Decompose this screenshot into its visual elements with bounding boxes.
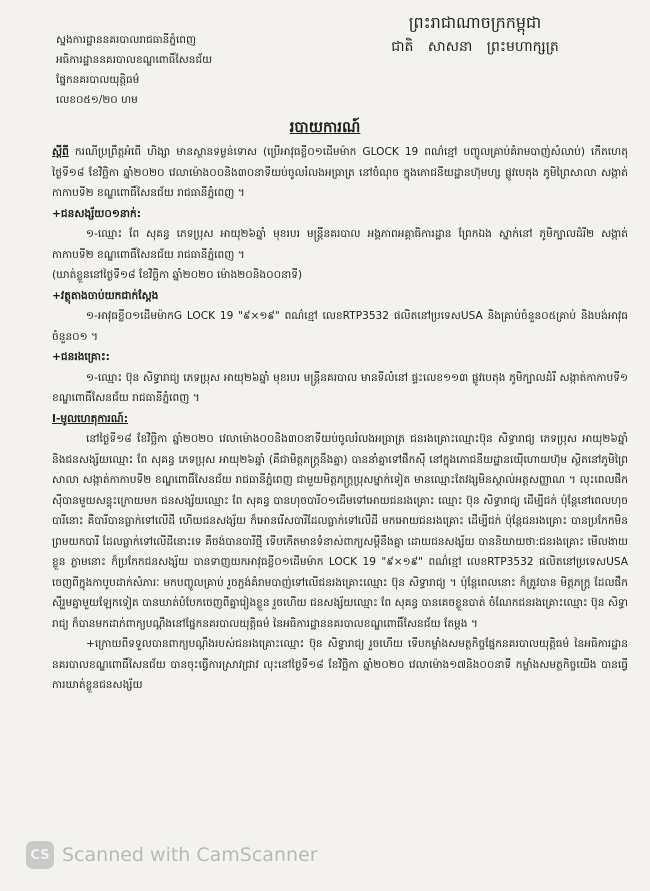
office-line-1: ស្នងការដ្ឋាននគរបាលរាជធានីភ្នំពេញ — [56, 34, 196, 46]
report-title: របាយការណ៍ — [289, 118, 361, 136]
subject-label: ស្តីពី — [52, 146, 69, 158]
suspect-arrest: (ឃាត់ខ្លួននៅថ្ងៃទី១៨ ខែវិច្ឆិកា ឆ្នាំ២០២០ ម៉ោង២០និង០០នាទី) — [52, 269, 303, 281]
victim-heading: +ជនរងគ្រោះ: — [52, 351, 110, 363]
subject-paragraph — [52, 142, 628, 204]
victim-line: ១-ឈ្មោះ ប៊ុន សិទ្ធារាជ្យ ភេទប្រុស អាយុ២៦ឆ្នាំ មុខរបរ មន្ត្រីនគរបាល មានទីលំនៅ ផ្ទះលេខ១១៣ ផ្លូវបេតុង ភូមិក្បាលដំរី សង្កាត់កាកាបទី១ ខណ្ឌពោធិ៍សែនជ័យ រាជធានីភ្នំពេញ ។ — [52, 371, 628, 404]
report-body — [52, 142, 628, 696]
evidence-heading: +វត្ថុតាងចាប់យកជាក់ស្តែង — [52, 289, 159, 302]
subject-text: ករណីប្រព្រឹត្តអំពើ ហិង្សា មានស្ថានទម្ងន់ទោស (ប្រើអាវុធខ្លី០១ដើមម៉ាក GLOCK 19 ពណ៌ខ្មៅ បញ្ចូលគ្រាប់គំរាមបាញ់សំលាប់) កើតហេតុថ្ងៃទី១៨ ខែវិច្ឆិកា ឆ្នាំ២០២០ វេលាម៉ោង០០និង៣០នាទីយប់ចូលរំលងអធ្រាត្រ នៅចំណុច ក្នុងភោជនីយដ្ឋានហ៊ុមហ្ស ផ្លូវបេតុង ភូមិព្រៃសាលា សង្កាត់កាកាបទី២ ខណ្ឌពោធិ៍សែនជ័យ រាជធានីភ្នំពេញ ។ — [52, 146, 628, 199]
cause-text: នៅថ្ងៃទី១៨ ខែវិច្ឆិកា ឆ្នាំ២០២០ វេលាម៉ោង០០និង៣០នាទីយប់ចូលរំលងអធ្រាត្រ ជនរងគ្រោះឈ្មោះប៊ុន សិទ្ធារាជ្យ ភេទប្រុស អាយុ២៦ឆ្នាំ និងជនសង្ស័យឈ្មោះ ពែ សុគន្ធ ភេទប្រុស អាយុ២៦ឆ្នាំ (គឺជាមិត្តភក្រ្តនឹងគ្នា) បាននាំគ្នាទៅផឹកស៊ី នៅក្នុងភោជនីយដ្ឋានយ៉ើហោយហ៊ុម ស្ថិតនៅភូមិព្រៃសាលា សង្កាត់កាកាបទី២ ខណ្ឌពោធិ៍សែនជ័យ រាជធានីភ្នំពេញ ជាមួយមិត្តភក្រ្តប្រុសម្នាក់ទៀត មានឈ្មោះតែវង្សមិនស្គាល់អត្តសញ្ញាណ ។ លុះពេលផឹកស៊ីបានមួយសន្ទុះក្រោយមក ជនសង្ស័យឈ្មោះ ពែ សុគន្ធ បានហុចបារី០១ដើមទៅអោយជនរងគ្រោះ ឈ្មោះ ប៊ុន សិទ្ធារាជ្យ ដើម្បីជក់ ប៉ុន្តែនៅពេលហុចបារីនោះ គឺបារីបានធ្លាក់ទៅលើដី ហើយជនសង្ស័យ ក៏អោនរើសបារីដែលធ្លាក់ទៅលើដី មកអោយជនរងគ្រោះ ដើម្បីជក់ ប៉ុន្តែជនរងគ្រោះ បានប្រកែកមិនព្រមយកបារី ដែលធ្លាក់ទៅលើដីនោះទេ គឺចង់បានបារីថ្មី ទើបកើតមានទំនាស់ពាក្យសម្តីនឹងគ្នា ដោយជនសង្ស័យ បាននិយាយថា:ជនរងគ្រោះ មើលងាយខ្លួន ភ្លាមនោះ ក៏ប្រកែកជនសង្ស័យ បានទាញយកអាវុធខ្លី០១ដើមម៉ាក LOCK 19 "៩×១៩" ពណ៌ខ្មៅ លេខRTP3532 ផលិតនៅប្រទេសUSA ចេញពីក្នុងកាបូបដាក់សំភារៈ មកបញ្ចូលគ្រាប់ រួចភ្ជង់គំរាមបាញ់ទៅលើជនរងគ្រោះឈ្មោះ ប៊ុន សិទ្ធារាជ្យ ។ ប៉ុន្តែពេលនោះ ក៏ត្រូវបាន មិត្តភក្រ្ត ដែលផឹកស៊ីរួមគ្នាមួយឡែកទៀត បានឃាត់បំបែកចេញពីគ្នារៀងខ្លួន រួចហើយ ជនសង្ស័យឈ្មោះ ពែ សុគន្ធ បានគេចខ្លួនបាត់ ចំណែកជនរងគ្រោះឈ្មោះ ប៊ុន សិទ្ធារាជ្យ ក៏បានមកដាក់ពាក្យបណ្តឹងនៅផ្នែកនគរបាលយុត្តិធម៌ នៃអធិការដ្ឋាននគរបាលខណ្ឌពោធិ៍សែនជ័យ តែម្តង ។ — [52, 433, 628, 630]
suspect-heading: +ជនសង្ស័យ០១នាក់: — [52, 207, 141, 220]
kingdom-title: ព្រះរាជាណាចក្រកម្ពុជា — [408, 13, 542, 32]
followup-text: +ក្រោយពីទទួលបានពាក្យបណ្តឹងរបស់ជនរងគ្រោះឈ្មោះ ប៊ុន សិទ្ធារាជ្យ រួចហើយ ទើបកម្លាំងសមត្ថកិច្ចផ្នែកនគរបាលយុត្តិធម៌ នៃអធិការដ្ឋាននគរបាលខណ្ឌពោធិ៍សែនជ័យ បានចុះធ្វើការស្រាវជ្រាវ លុះនៅថ្ងៃទី១៨ ខែវិច្ឆិកា ឆ្នាំ២០២០ វេលាម៉ោង១៧និង០០នាទី កម្លាំងសមត្ថកិច្ចយើង បានធ្វើការឃាត់ខ្លួនជនសង្ស័យ — [52, 638, 628, 691]
office-line-3: ផ្នែកនគរបាលយុត្តិធម៌ — [56, 74, 140, 86]
kingdom-motto: ជាតិ សាសនា ព្រះមហាក្សត្រ — [391, 39, 559, 55]
evidence-line: ១-អាវុធខ្លី០១ដើមម៉ាកG LOCK 19 "៩×១៩" ពណ៌ខ្មៅ លេខRTP3532 ផលិតនៅប្រទេសUSA និងគ្រាប់ចំនួន០៥គ្រាប់ និងបង់អាវុធ ចំនួន០១ ។ — [52, 310, 628, 343]
reference-number: លេខ០៥១/២០ ហម — [56, 94, 138, 106]
camscanner-logo-icon: CS — [26, 841, 54, 869]
kingdom-header — [360, 10, 590, 58]
suspect-line: ១-ឈ្មោះ ពែ សុគន្ធ ភេទប្រុស អាយុ២៦ឆ្នាំ មុខរបរ មន្ត្រីនគរបាល អង្គភាពអគ្គាធិការដ្ឋាន ព្រែកឯង ស្នាក់នៅ ភូមិក្បាលដំរី២ សង្កាត់កាកាបទី២ ខណ្ឌពោធិ៍សែនជ័យ រាជធានីភ្នំពេញ ។ — [52, 228, 628, 261]
issuing-office-header — [56, 30, 296, 110]
camscanner-watermark — [26, 838, 386, 872]
office-line-2: អធិការដ្ឋាននគរបាលខណ្ឌពោធិ៍សែនជ័យ — [56, 54, 213, 66]
cause-label: I-មូលហេតុការណ៍: — [52, 412, 128, 425]
watermark-text: Scanned with CamScanner — [62, 844, 318, 866]
